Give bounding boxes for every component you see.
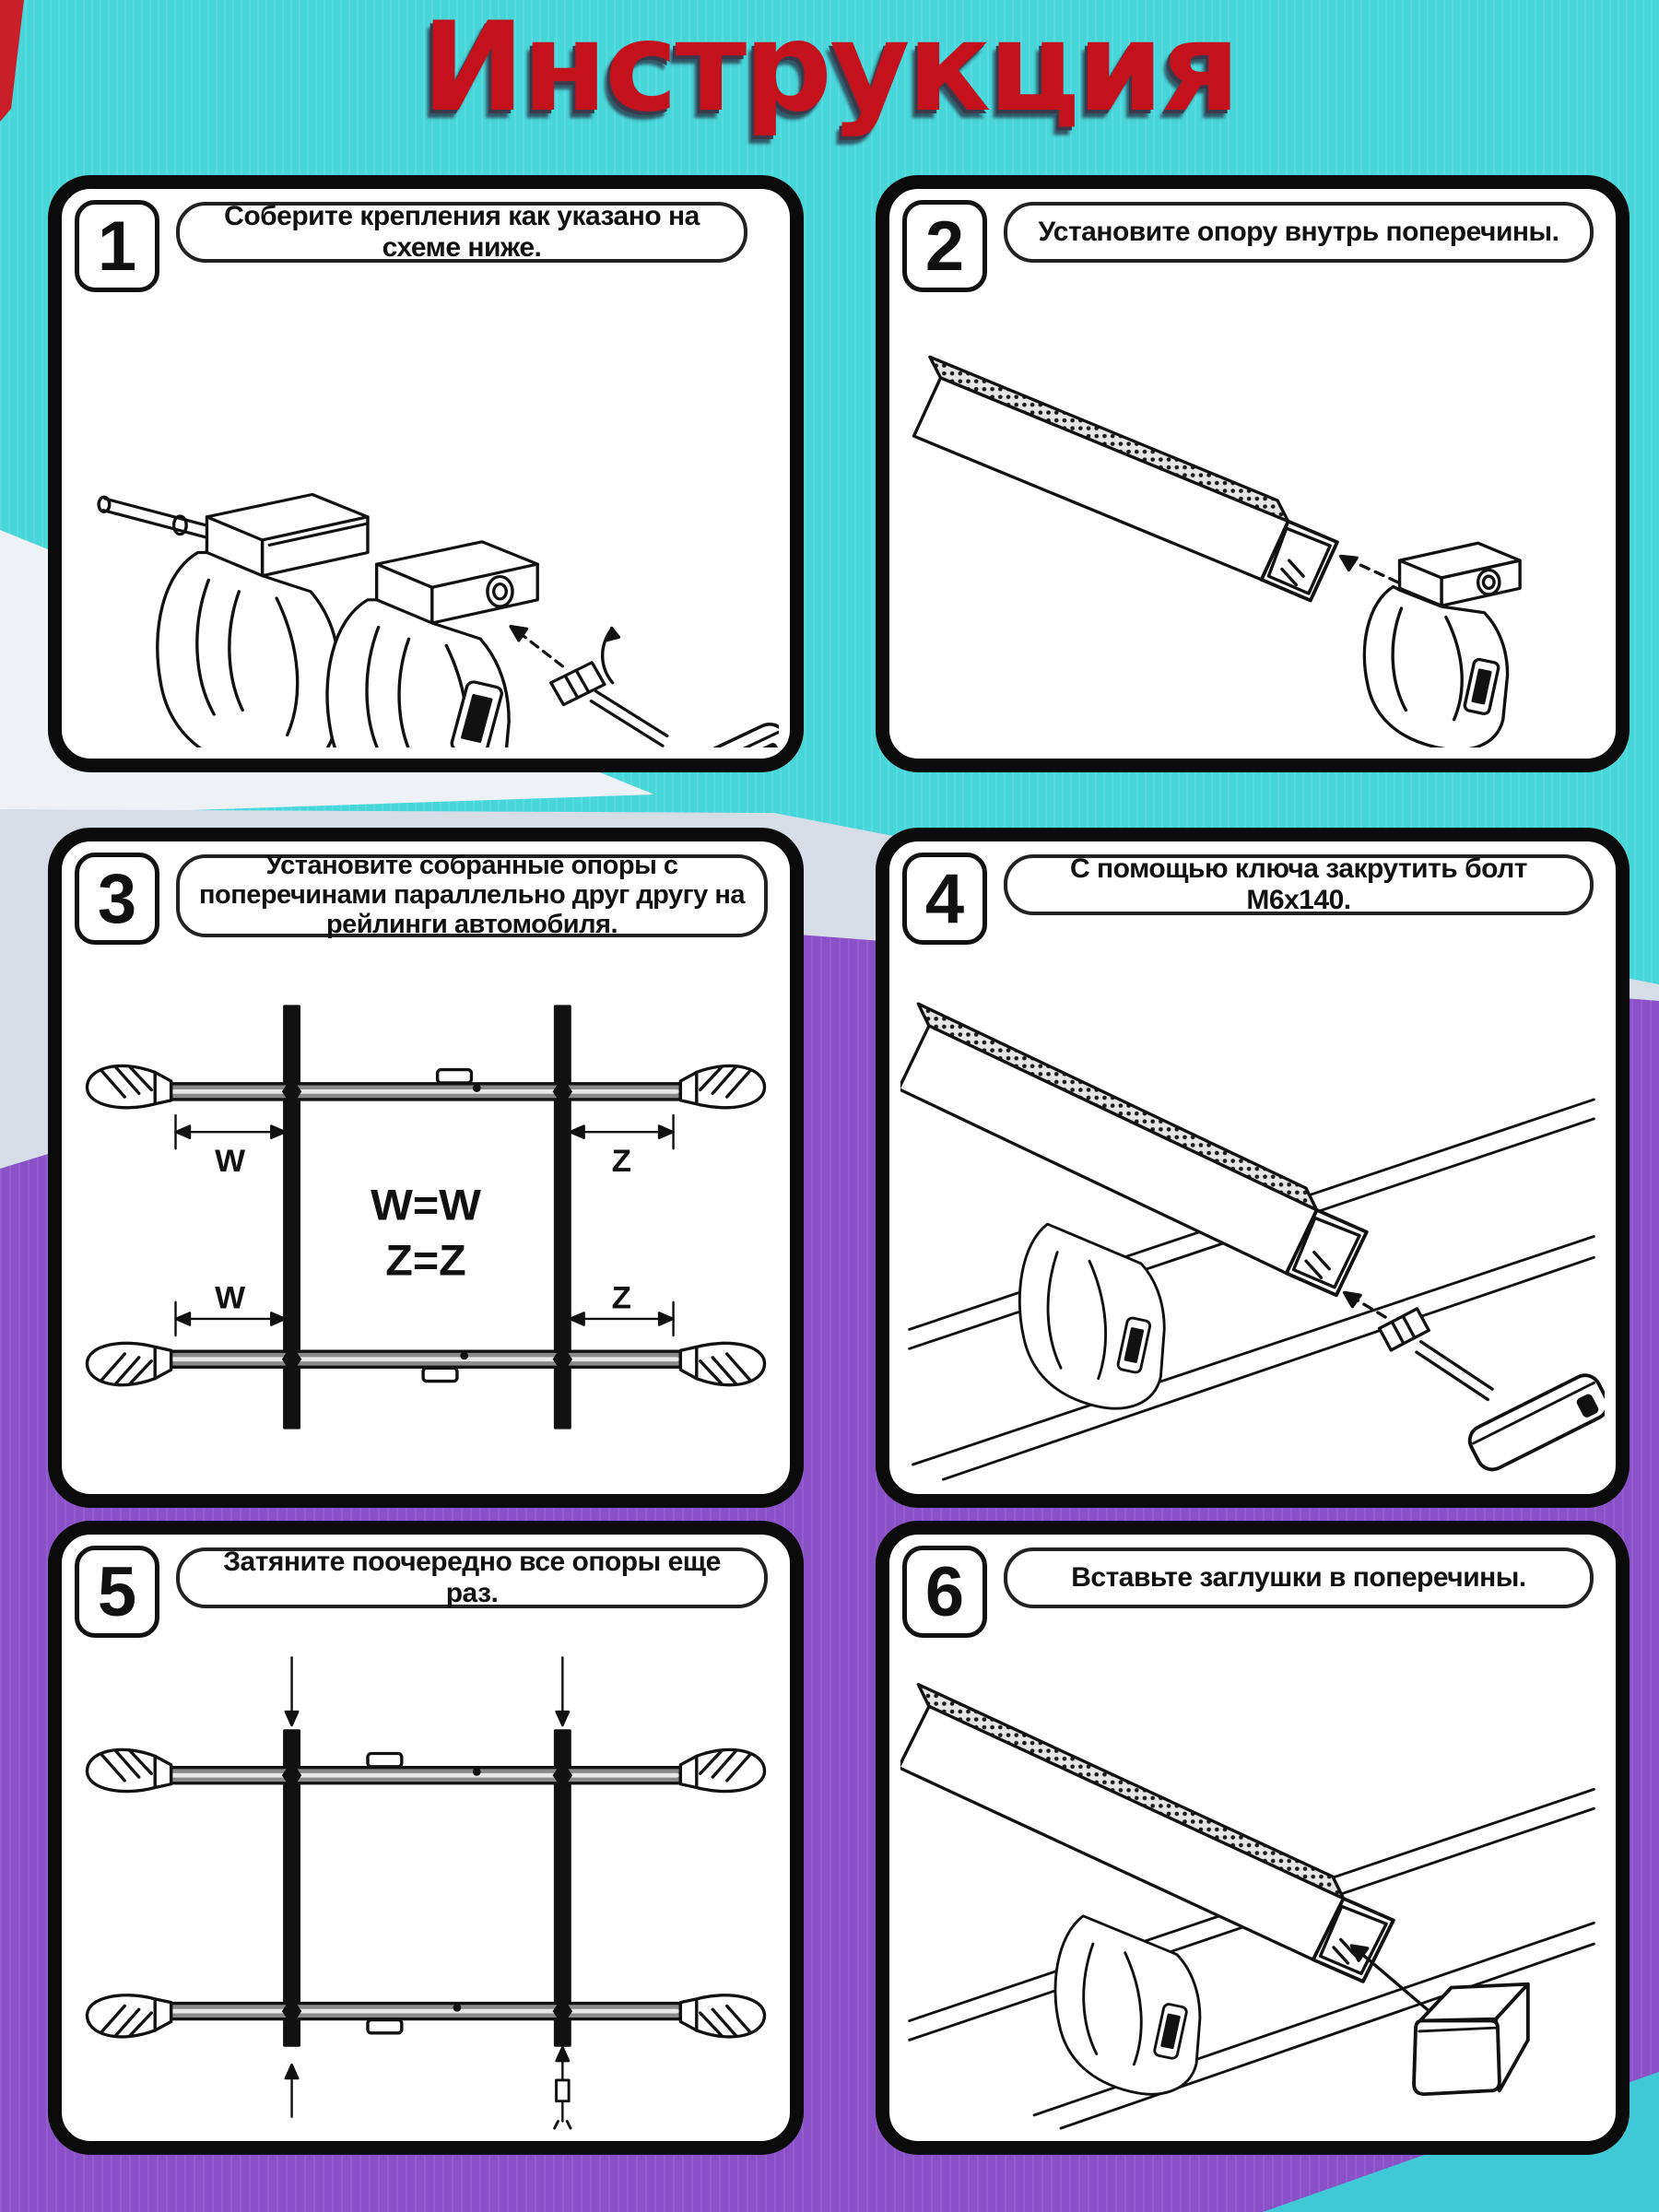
step-panel-1 (48, 175, 804, 772)
step-caption: Вставьте заглушки в поперечины. (1004, 1547, 1594, 1608)
crossbar-tube (900, 1004, 1367, 1295)
bolt-tightening-drawing (900, 952, 1605, 1483)
rotate-arrow (603, 628, 619, 682)
step-number: 5 (75, 1546, 159, 1638)
support-foot (1055, 1916, 1200, 2094)
tighten-arrows (286, 1657, 569, 2121)
crossbar-top (87, 1065, 764, 1107)
clamp-nodes (282, 1760, 572, 2026)
crossbar-tube (900, 1685, 1394, 1982)
svg-text:Z: Z (611, 1280, 632, 1316)
svg-text:Z=Z: Z=Z (385, 1236, 466, 1286)
left-foot (158, 553, 339, 748)
step-caption: Затяните поочередно все опоры еще раз. (176, 1547, 768, 1608)
assembly-arrow (511, 627, 562, 666)
step-panel-3 (48, 828, 804, 1508)
step-panel-2 (876, 175, 1630, 772)
equality-labels (371, 1182, 481, 1285)
step-panel-6 (876, 1521, 1630, 2155)
step-caption: Установите опору внутрь поперечины. (1004, 202, 1594, 263)
right-foot (327, 600, 509, 747)
svg-text:W: W (215, 1280, 246, 1316)
step-number: 2 (902, 200, 987, 292)
svg-text:Z: Z (611, 1144, 632, 1179)
step-panel-4 (876, 828, 1630, 1508)
step-number: 4 (902, 853, 987, 945)
svg-text:W: W (215, 1144, 246, 1179)
step-caption: Установите собранные опоры с поперечинами параллельно друг другу на рейлинги автомобиля. (176, 854, 768, 937)
crossbar-insert-drawing (900, 300, 1605, 747)
step-caption: Соберите крепления как указано на схеме ниже. (176, 202, 747, 263)
crossbar-bottom (87, 1995, 764, 2037)
foot-assembly-drawing (73, 300, 779, 747)
support-foot (1364, 543, 1520, 747)
page-title: Инструкция (421, 0, 1238, 139)
bolt-shaft (1417, 1342, 1492, 1400)
spacing-scheme-drawing (73, 952, 779, 1483)
step-panel-5 (48, 1521, 804, 2155)
step-number: 1 (75, 200, 159, 292)
hex-sleeve (551, 663, 605, 705)
insert-arrow (1341, 556, 1398, 582)
end-cap-drawing (900, 1645, 1605, 2130)
step-number: 6 (902, 1546, 987, 1638)
step-caption: С помощью ключа закрутить болт М6х140. (1004, 854, 1594, 915)
step-number: 3 (75, 853, 159, 945)
hex-sleeve (1380, 1309, 1430, 1350)
svg-text:W=W: W=W (371, 1181, 481, 1230)
crossbar-tube (914, 357, 1337, 600)
bolt-shaft (591, 691, 666, 746)
crossbar-bottom (87, 1343, 764, 1384)
crossbar-top (87, 1749, 764, 1791)
retighten-scheme-drawing (73, 1645, 779, 2130)
